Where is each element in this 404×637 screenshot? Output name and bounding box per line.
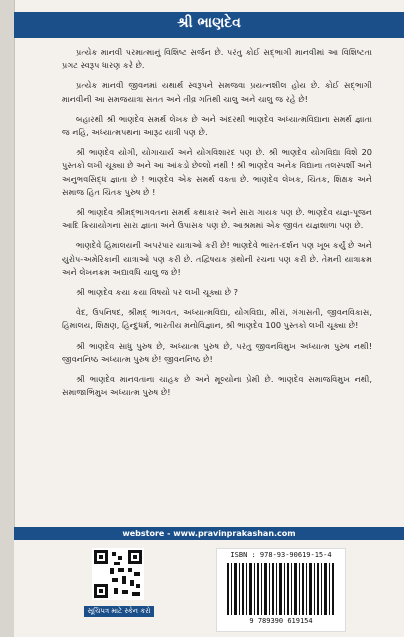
paragraph-10: શ્રી ભાણદેવ માનવતાના ચાહક છે અને મૂલ્યોના પ્રેમી છે. ભાણદેવ સમાજવિમુખ નથી, સમાજાભિમુખ અધ્યાત્મ પુરુષ છે! — [62, 374, 372, 398]
paragraph-1: પ્રત્યેક માનવી પરમાત્માનું વિશિષ્ટ સર્જન છે. પરંતુ કોઈ સદ્ભાગી માનવીમાં આ વિશિષ્ટતા પ્રગટ સ્વરૂપ ધારણ કરે છે. — [62, 47, 372, 71]
qr-caption: સૂચિપત્ર માટે સ્કેન કરો — [84, 606, 154, 617]
barcode-icon — [225, 563, 337, 615]
paragraph-6: ભાણદેવે હિમાલયની અપરંપાર યાત્રાઓ કરી છે! ભાણદેવે ભારત-દર્શન પણ ખૂબ કર્યું છે અને યુરોપ-અમેરિકાની યાત્રાઓ પણ કરી છે. તદ્વિષયક ગ્રંથોની રચના પણ કરી છે. તેમની યાત્રાક્રમ અને લેખનક્રમ અદ્યાવધિ ચાલુ જ છે! — [62, 240, 372, 277]
paragraph-3: બહારથી શ્રી ભાણદેવ સમર્થ લેખક છે અને અંદરથી ભાણદેવ અધ્યાત્મવિદ્યાના સમર્થ જ્ઞાતા જ નહિ, અધ્યાત્મપથના આરૂઢ યાત્રી પણ છે. — [62, 113, 372, 138]
barcode-digits: 9 789390 619154 — [249, 617, 313, 625]
paragraph-8: વેદ, ઉપનિષદ, શ્રીમદ્ ભાગવત, અધ્યાત્મવિદ્યા, યોગવિદ્યા, મીરાં, ગંગાસતી, જીવનવિકાસ, હિમાલય, શિક્ષણ, હિન્દુધર્મ, ભારતીય મનોવિજ્ઞાન, શ્રી ભાણદેવ 100 પુસ્તકો લખી ચૂક્યા છે! — [62, 307, 372, 331]
qr-code-icon[interactable] — [92, 548, 144, 600]
title-bar — [14, 12, 404, 38]
paragraph-9: શ્રી ભાણદેવ સાધુ પુરુષ છે, અધ્યાત્મ પુરુષ છે, પરંતુ જીવનવિમુખ અધ્યાત્મ પુરુષ નથી! જીવનનિષ્ઠ અધ્યાત્મ પુરુષ છે! જીવનનિષ્ઠ છે! — [62, 340, 372, 364]
body-content — [62, 46, 372, 406]
paragraph-2: પ્રત્યેક માનવી જીવનમાં યથાર્થ સ્વરૂપને સમજવા પ્રયત્નશીલ હોય છે. કોઈ સદ્ભાગી માનવીની આ સમજયાત્રા સતત અને તીવ્ર ગતિથી ચાલુ અને ચાલુ જ રહે છે! — [62, 80, 372, 104]
isbn-barcode-panel — [216, 548, 346, 632]
paragraph-4: શ્રી ભાણદેવ યોગી, યોગાચાર્ય અને યોગવિશારદ પણ છે. શ્રી ભાણદેવ યોગવિદ્યા વિશે 20 પુસ્તકો લખી ચૂક્યા છે અને આ આંકડો છેલ્લો નથી ! શ્રી ભાણદેવ અનેક વિદ્યાના તલસ્પર્શી અને અનુભવસિદ્ધ જ્ઞાતા છે ! ભાણદેવ એક સમર્થ વક્તા છે. ભાણદેવ લેખક, ચિંતક, શિક્ષક અને સમાજ હિત ચિંતક પુરુષ છે ! — [62, 147, 372, 197]
page-title: શ્રી ભાણદેવ — [177, 15, 241, 31]
webstore-band[interactable]: webstore - www.pravinprakashan.com — [14, 527, 404, 540]
isbn-text: ISBN : 978-93-90619-15-4 — [230, 551, 332, 559]
paragraph-7: શ્રી ભાણદેવ કયા કયા વિષયો પર લખી ચૂક્યા છે ? — [76, 287, 238, 298]
paragraph-5: શ્રી ભાણદેવ શ્રીમદ્ભાગવતના સમર્થ કથાકાર અને સારા ગાયક પણ છે. ભાણદેવ યજ્ઞ-પૂજન આદિ ક્રિયાયોગના સારા જ્ઞાતા અને ઉપાસક પણ છે. આશ્રમમાં એક જીવંત યજ્ઞશાળા પણ છે. — [62, 207, 372, 231]
